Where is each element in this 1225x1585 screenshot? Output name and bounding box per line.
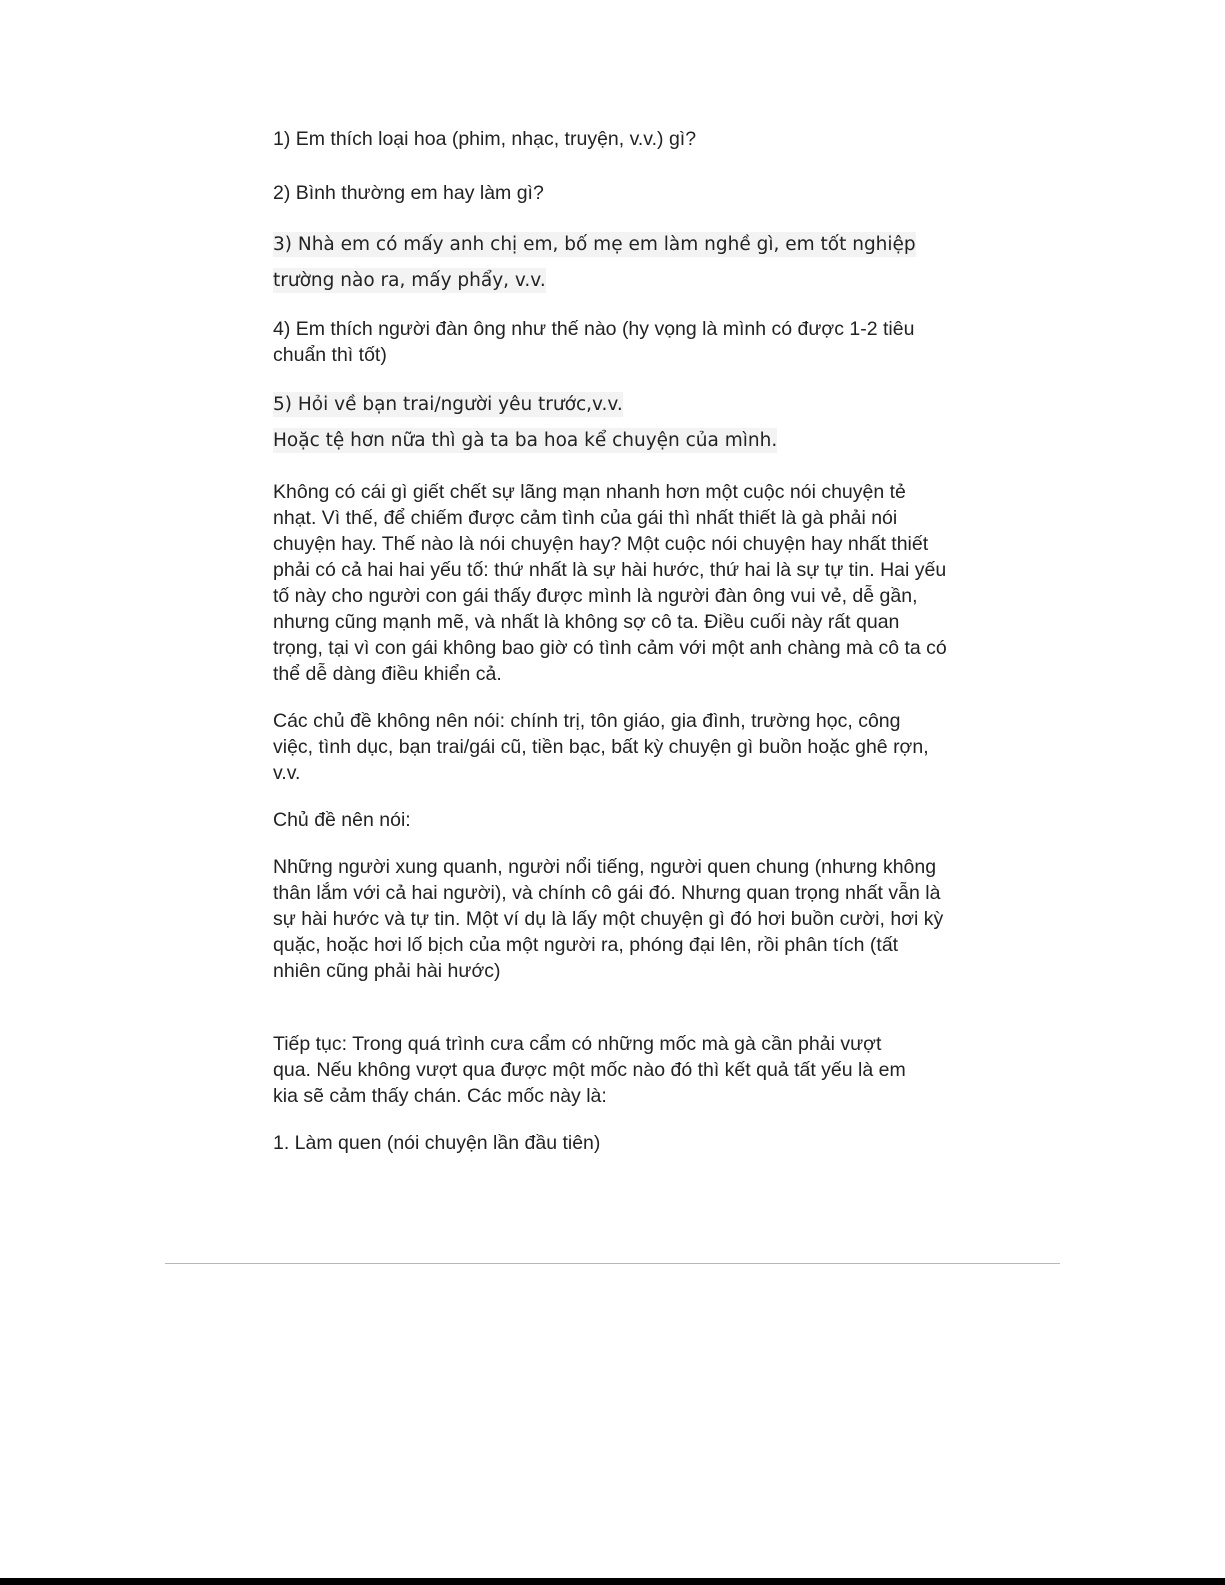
paragraph-good-topics: Những người xung quanh, người nổi tiếng, người quen chung (nhưng không thân lắm với cả hai người), và chính cô gái đó. Nhưng quan trọng nhất vẫn là sự hài hước và tự tin. Một ví dụ là lấy một chuyện gì đó hơi buồn cười, hơi kỳ quặc, hoặc hơi lố bịch của một người ra, phóng đại lên, rồi phân tích (tất nhiên cũng phải hài hước) — [273, 856, 944, 982]
question-1: 1) Em thích loại hoa (phim, nhạc, truyện, v.v.) gì? — [273, 128, 697, 150]
question-2: 2) Bình thường em hay làm gì? — [273, 182, 544, 204]
page-divider — [165, 1263, 1060, 1264]
question-5 — [273, 387, 953, 423]
question-3-text: 3) Nhà em có mấy anh chị em, bố mẹ em làm nghề gì, em tốt nghiệp trường nào ra, mấy phẩy, v.v. — [273, 234, 916, 291]
paragraph-avoid-topics: Các chủ đề không nên nói: chính trị, tôn giáo, gia đình, trường học, công việc, tình dục, bạn trai/gái cũ, tiền bạc, bất kỳ chuyện gì buồn hoặc ghê rợn, v.v. — [273, 710, 929, 784]
bottom-edge-bar — [0, 1578, 1225, 1585]
question-5-note — [273, 423, 953, 459]
question-4: 4) Em thích người đàn ông như thế nào (hy vọng là mình có được 1-2 tiêu chuẩn thì tốt) — [273, 318, 915, 366]
milestone-1: 1. Làm quen (nói chuyện lần đầu tiên) — [273, 1132, 601, 1154]
heading-good-topics: Chủ đề nên nói: — [273, 809, 411, 831]
question-5-note-text: Hoặc tệ hơn nữa thì gà ta ba hoa kể chuyện của mình. — [273, 430, 778, 451]
question-5-text: 5) Hỏi về bạn trai/người yêu trước,v.v. — [273, 394, 623, 415]
paragraph-continue: Tiếp tục: Trong quá trình cưa cẩm có những mốc mà gà cần phải vượt qua. Nếu không vượt qua được một mốc nào đó thì kết quả tất yếu là em kia sẽ cảm thấy chán. Các mốc này là: — [273, 1033, 906, 1107]
paragraph-conversation: Không có cái gì giết chết sự lãng mạn nhanh hơn một cuộc nói chuyện tẻ nhạt. Vì thế, để chiếm được cảm tình của gái thì nhất thiết là gà phải nói chuyện hay. Thế nào là nói chuyện hay? Một cuộc nói chuyện hay nhất thiết phải có cả hai hai yếu tố: thứ nhất là sự hài hước, thứ hai là sự tự tin. Hai yếu tố này cho người con gái thấy được mình là người đàn ông vui vẻ, dễ gần, nhưng cũng mạnh mẽ, và nhất là không sợ cô ta. Điều cuối này rất quan trọng, tại vì con gái không bao giờ có tình cảm với một anh chàng mà cô ta có thể dễ dàng điều khiển cả. — [273, 481, 947, 685]
document-body — [273, 126, 953, 1156]
question-3 — [273, 227, 938, 299]
